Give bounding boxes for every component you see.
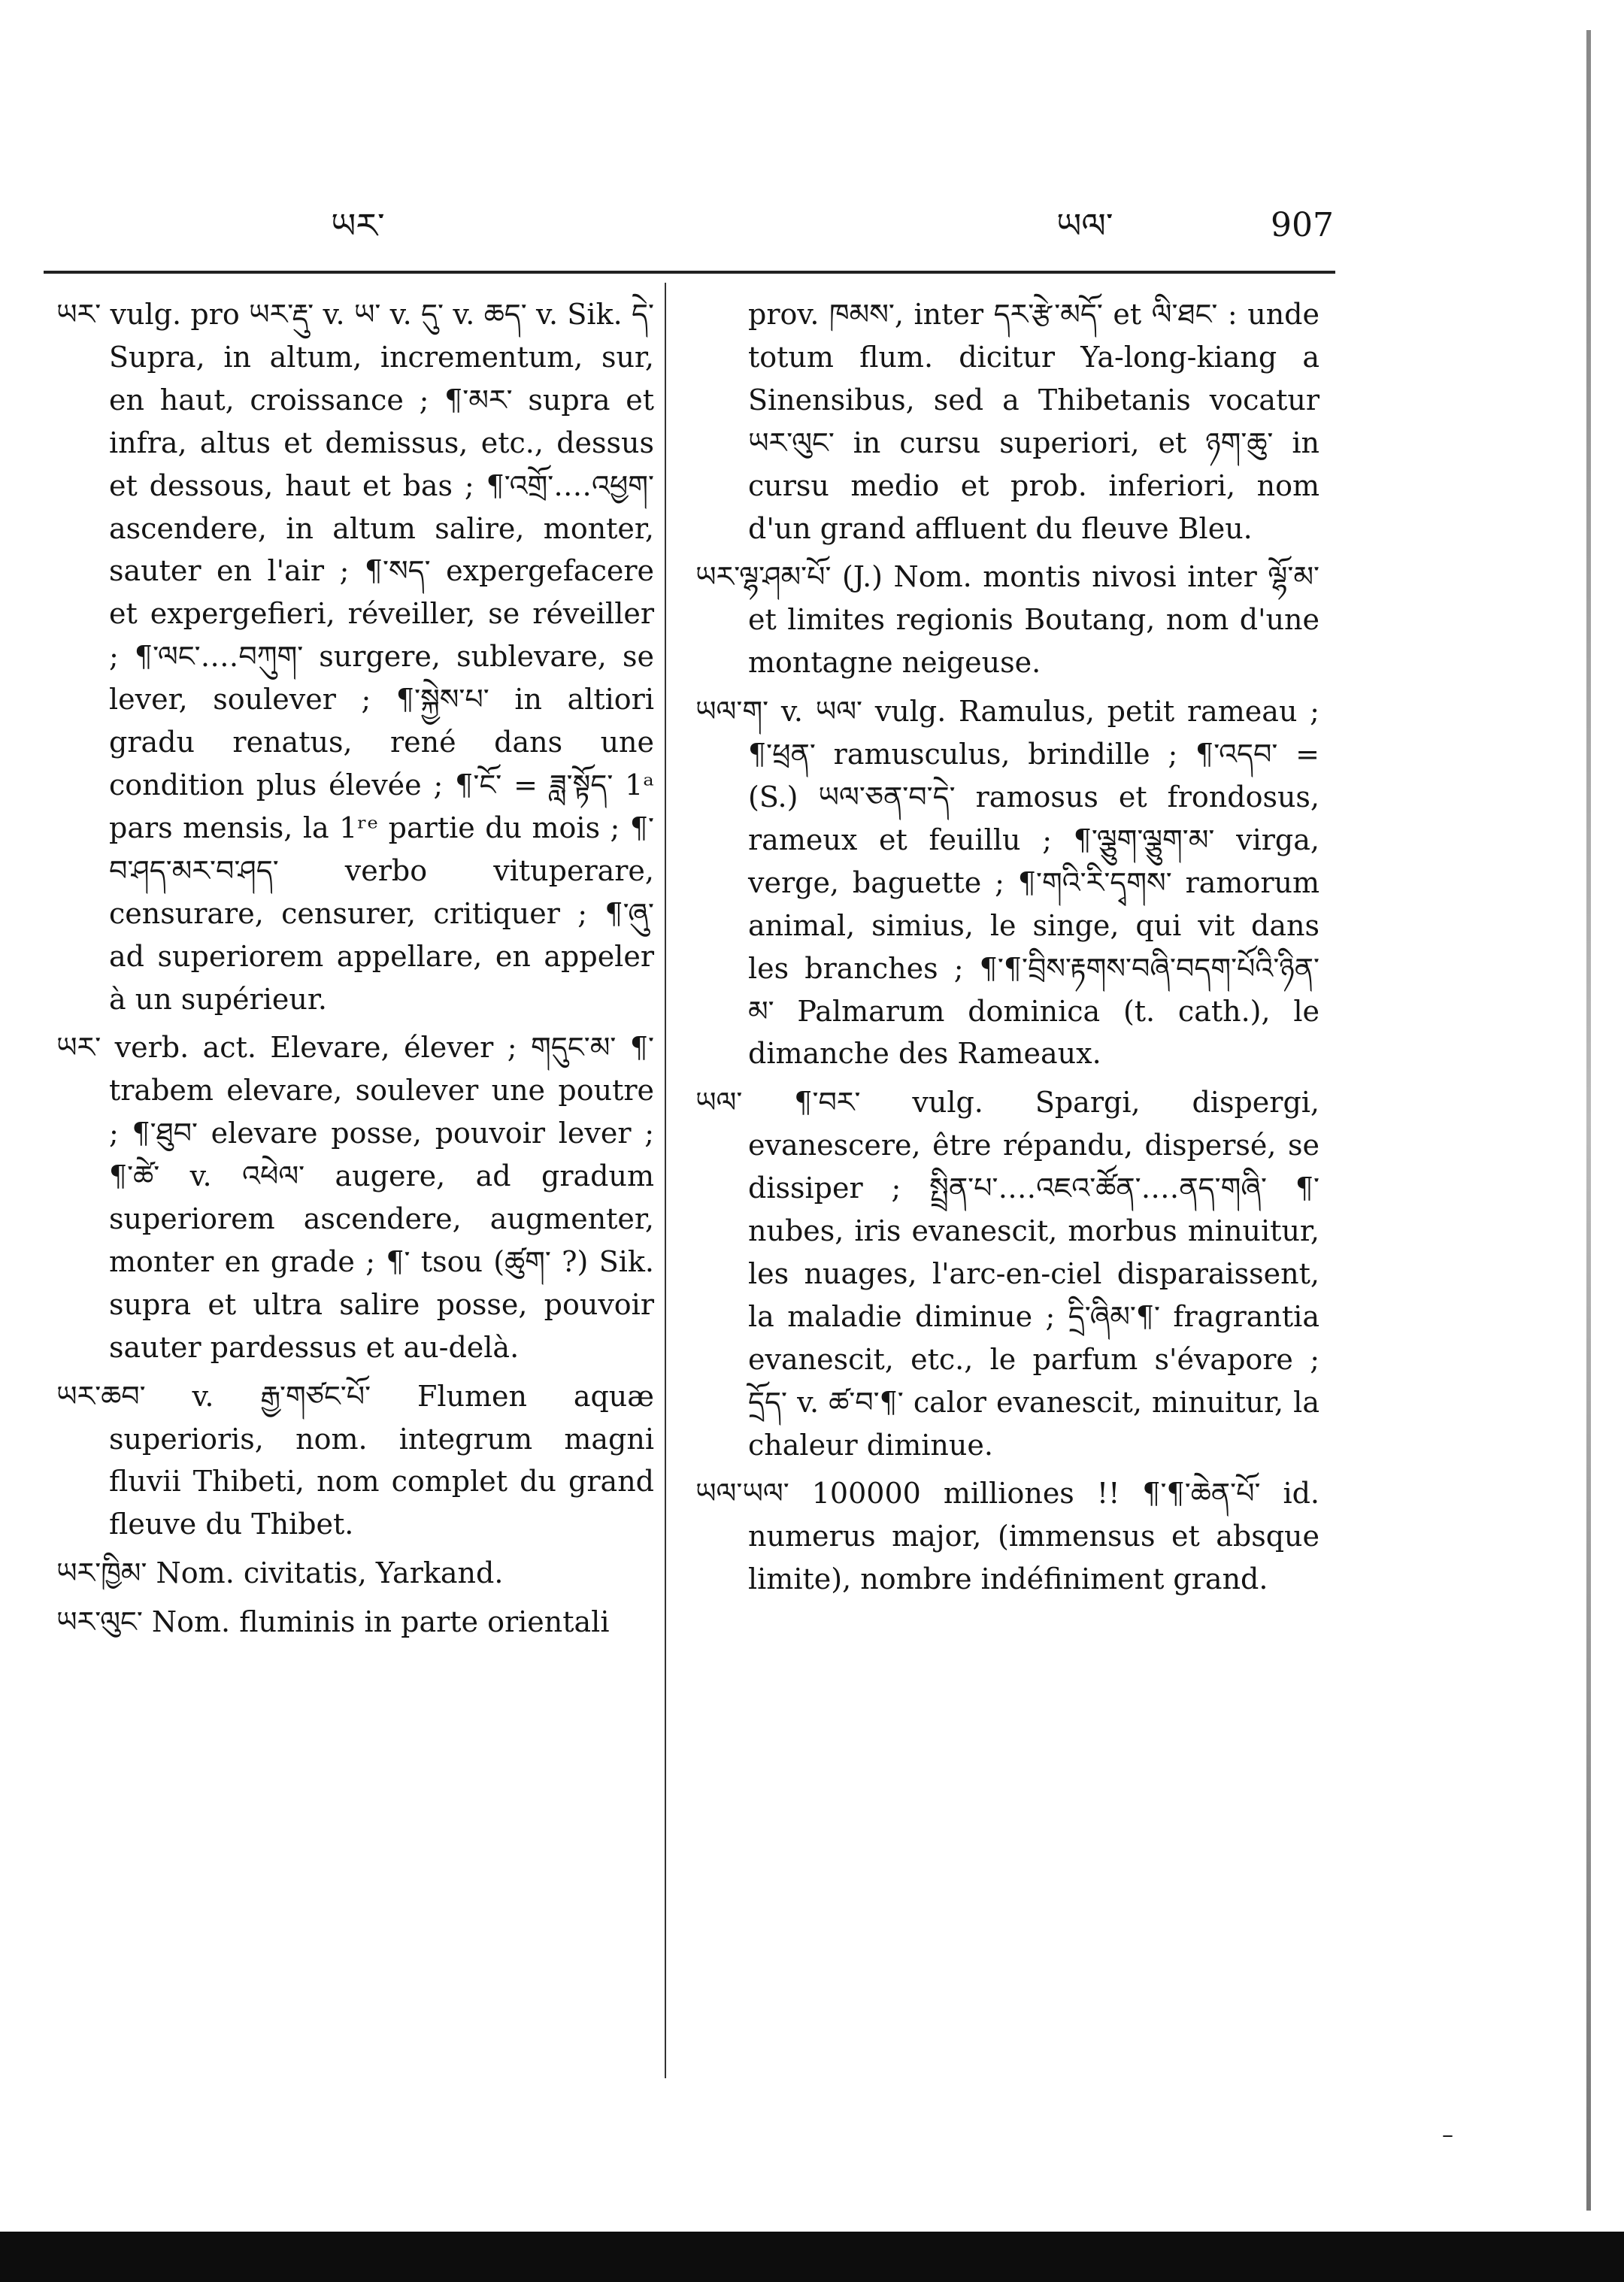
center-header-word: ཡལ་	[1056, 205, 1113, 246]
page-number: 907	[1271, 206, 1334, 244]
entry-yar-khyim: ཡར་ཁྱིམ་ Nom. civitatis, Yarkand.	[56, 1556, 504, 1590]
entry-yar-lung-continued: prov. ཁམས་, inter དར་རྩེ་མདོ་ et ལི་ཐང་ : unde totum flum. dicitur Ya-long-kiang a Sinensibus, sed a Thibetanis vocatur ཡར་ལུང་ in cursu superiori, et ཉག་ཆུ་ in cursu medio et prob. inferiori, nom d'un grand affluent du fleuve Bleu.	[748, 298, 1320, 545]
right-column	[695, 293, 1320, 1601]
entry-yar-chab: ཡར་ཆབ་ v. རྒྱ་གཙང་པོ་ Flumen aquæ superioris, nom. integrum magni fluvii Thibeti, nom complet du grand fleuve du Thibet.	[56, 1379, 654, 1541]
left-column	[56, 293, 654, 1644]
entry-yal-yal: ཡལ་ཡལ་ 100000 milliones !! ¶་¶་ཆེན་པོ་ id. numerus major, (immensus et absque limite), nombre indéfiniment grand.	[695, 1477, 1320, 1596]
entry-yar-verb: ཡར་ verb. act. Elevare, élever ; གདུང་མ་ ¶་ trabem elevare, soulever une poutre ; ¶་ཐུབ་ elevare posse, pouvoir lever ; ¶་ཚེ་ v. འཕེལ་ augere, ad gradum superiorem ascendere, augmenter, monter en grade ; ¶་ tsou (ཚུག་ ?) Sik. supra et ultra salire posse, pouvoir sauter pardessus et au-delà.	[56, 1031, 654, 1364]
left-header-word: ཡར་	[331, 205, 385, 246]
margin-mark: –	[1442, 2122, 1453, 2148]
entry-yal-ga: ཡལ་ག་ v. ཡལ་ vulg. Ramulus, petit rameau ; ¶་ཕྲན་ ramusculus, brindille ; ¶་འདབ་ = (S.) ཡལ་ཅན་བ་དེ་ ramosus et frondosus, rameux et feuillu ; ¶་ལྕུག་ལྕུག་མ་ virga, verge, baguette ; ¶་གའི་རི་དྭགས་ ramorum animal, simius, le singe, qui vit dans les branches ; ¶་¶་བྲིས་རྟགས་བཞི་བདག་པོའི་ཉིན་མ་ Palmarum dominica (t. cath.), le dimanche des Rameaux.	[695, 695, 1320, 1071]
column-divider	[665, 283, 666, 2078]
entry-yar-lha-sham-po: ཡར་ལྷ་ཤམ་པོ་ (J.) Nom. montis nivosi inter ལྷོ་མ་ et limites regionis Boutang, nom d'une montagne neigeuse.	[695, 560, 1320, 680]
entry-yal: ཡལ་ ¶་བར་ vulg. Spargi, dispergi, evanescere, être répandu, dispersé, se dissiper ; སྤྲིན་པ་‥‥འཇའ་ཚོན་‥‥ནད་གཞི་ ¶་ nubes, iris evanescit, morbus minuitur, les nuages, l'arc-en-ciel disparaissent, la maladie diminue ; དྲི་ཞིམ་¶་ fragrantia evanescit, etc., le parfum s'évapore ; དྲོད་ v. ཚ་བ་¶་ calor evanescit, minuitur, la chaleur diminue.	[695, 1086, 1320, 1462]
scan-edge	[1586, 30, 1591, 2211]
entry-yar-vulg: ཡར་ vulg. pro ཡར་རྡུ་ v. ཡ་ v. དུ་ v. ཆད་ v. Sik. དེ་ Supra, in altum, incrementum, sur, en haut, croissance ; ¶་མར་ supra et infra, altus et demissus, etc., dessus et dessous, haut et bas ; ¶་འགྲོ་‥‥འཕྱག་ ascendere, in altum salire, monter, sauter en l'air ; ¶་སད་ expergefacere et expergefieri, réveiller, se réveiller ; ¶་ལང་‥‥བཀུག་ surgere, sublevare, se lever, soulever ; ¶་སྐྱེས་པ་ in altiori gradu renatus, rené dans une condition plus élevée ; ¶་ངོ་ = ཟླ་སྟོད་ 1ᵃ pars mensis, la 1ʳᵉ partie du mois ; ¶་བ་ཤད་མར་བ་ཤད་ verbo vituperare, censurare, censurer, critiquer ; ¶་ཞུ་ ad superiorem appellare, en appeler à un supérieur.	[56, 298, 654, 1016]
scan-bottom-band	[0, 2232, 1624, 2282]
entry-yar-lung: ཡར་ལུང་ Nom. fluminis in parte orientali	[56, 1605, 610, 1639]
header-rule	[44, 271, 1335, 274]
